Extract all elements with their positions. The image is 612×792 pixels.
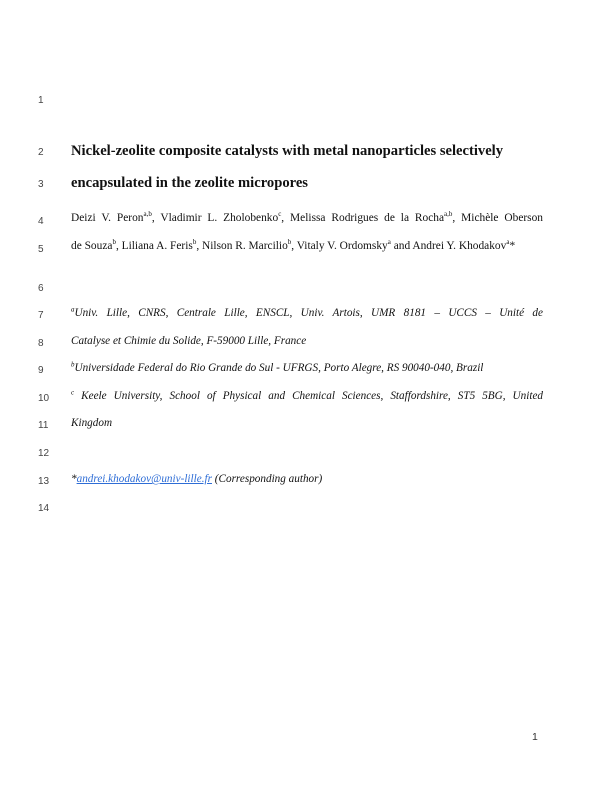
affiliation-marker: a,b xyxy=(444,210,453,219)
affiliation-text: Univ. Lille, CNRS, Centrale Lille, ENSCL, Univ. Artois, UMR 8181 – UCCS – Unité de xyxy=(74,307,543,319)
affiliation-b xyxy=(71,362,543,374)
affiliation-marker: a xyxy=(71,305,75,314)
line-number: 14 xyxy=(38,503,50,514)
affiliation-marker: c xyxy=(71,388,75,397)
affiliation-a-line-1 xyxy=(71,307,543,319)
line-number: 4 xyxy=(38,216,44,227)
line-number: 2 xyxy=(38,147,44,158)
affiliation-c-line-2: Kingdom xyxy=(71,417,113,429)
author-name: , Liliana A. Feris xyxy=(115,240,193,252)
author-name: , Vitaly V. Ordomsky xyxy=(291,240,388,252)
author-name: , Vladimir L. Zholobenko xyxy=(151,212,279,224)
author-list-line-1 xyxy=(71,212,543,224)
author-name: , Nilson R. Marcilio xyxy=(196,240,288,252)
line-number: 6 xyxy=(38,283,44,294)
line-number: 5 xyxy=(38,244,44,255)
affiliation-marker: b xyxy=(287,238,292,247)
paper-title-line-2: encapsulated in the zeolite micropores xyxy=(71,175,308,191)
affiliation-marker: b xyxy=(112,238,116,247)
affiliation-marker: a xyxy=(506,238,510,247)
affiliation-a-line-2: Catalyse et Chimie du Solide, F-59000 Lille, France xyxy=(71,335,307,347)
affiliation-marker: a,b xyxy=(143,210,152,219)
line-number: 3 xyxy=(38,179,44,190)
affiliation-c-line-1 xyxy=(71,390,543,402)
affiliation-text: Keele University, School of Physical and Chemical Sciences, Staffordshire, ST5 5BG, United xyxy=(81,390,544,402)
affiliation-marker: b xyxy=(192,238,197,247)
paper-title-line-1: Nickel-zeolite composite catalysts with metal nanoparticles selectively xyxy=(71,143,504,159)
corresponding-author xyxy=(71,473,543,485)
affiliation-marker: a xyxy=(387,238,391,247)
affiliation-marker: b xyxy=(71,360,75,369)
line-number: 12 xyxy=(38,448,50,459)
line-number: 8 xyxy=(38,338,44,349)
line-number: 11 xyxy=(38,420,49,431)
affiliation-text: Universidade Federal do Rio Grande do Sul - UFRGS, Porto Alegre, RS 90040-040, Brazil xyxy=(74,362,484,374)
corresponding-note: (Corresponding author) xyxy=(212,473,323,485)
line-number: 9 xyxy=(38,365,44,376)
author-name: and Andrei Y. Khodakov xyxy=(390,240,507,252)
author-name: de Souza xyxy=(71,240,113,252)
line-number: 13 xyxy=(38,476,50,487)
email-link[interactable]: andrei.khodakov@univ-lille.fr xyxy=(76,473,212,485)
corresponding-star: * xyxy=(509,240,516,252)
author-name: , Michèle Oberson xyxy=(452,212,543,224)
author-name: Deizi V. Peron xyxy=(71,212,144,224)
author-name: , Melissa Rodrigues de la Rocha xyxy=(281,212,445,224)
affiliation-marker: c xyxy=(278,210,282,219)
line-number: 10 xyxy=(38,393,50,404)
line-number: 7 xyxy=(38,310,44,321)
line-number: 1 xyxy=(38,95,44,106)
author-list-line-2 xyxy=(71,240,543,252)
page-number: 1 xyxy=(532,731,538,743)
corresponding-star: * xyxy=(71,473,77,485)
